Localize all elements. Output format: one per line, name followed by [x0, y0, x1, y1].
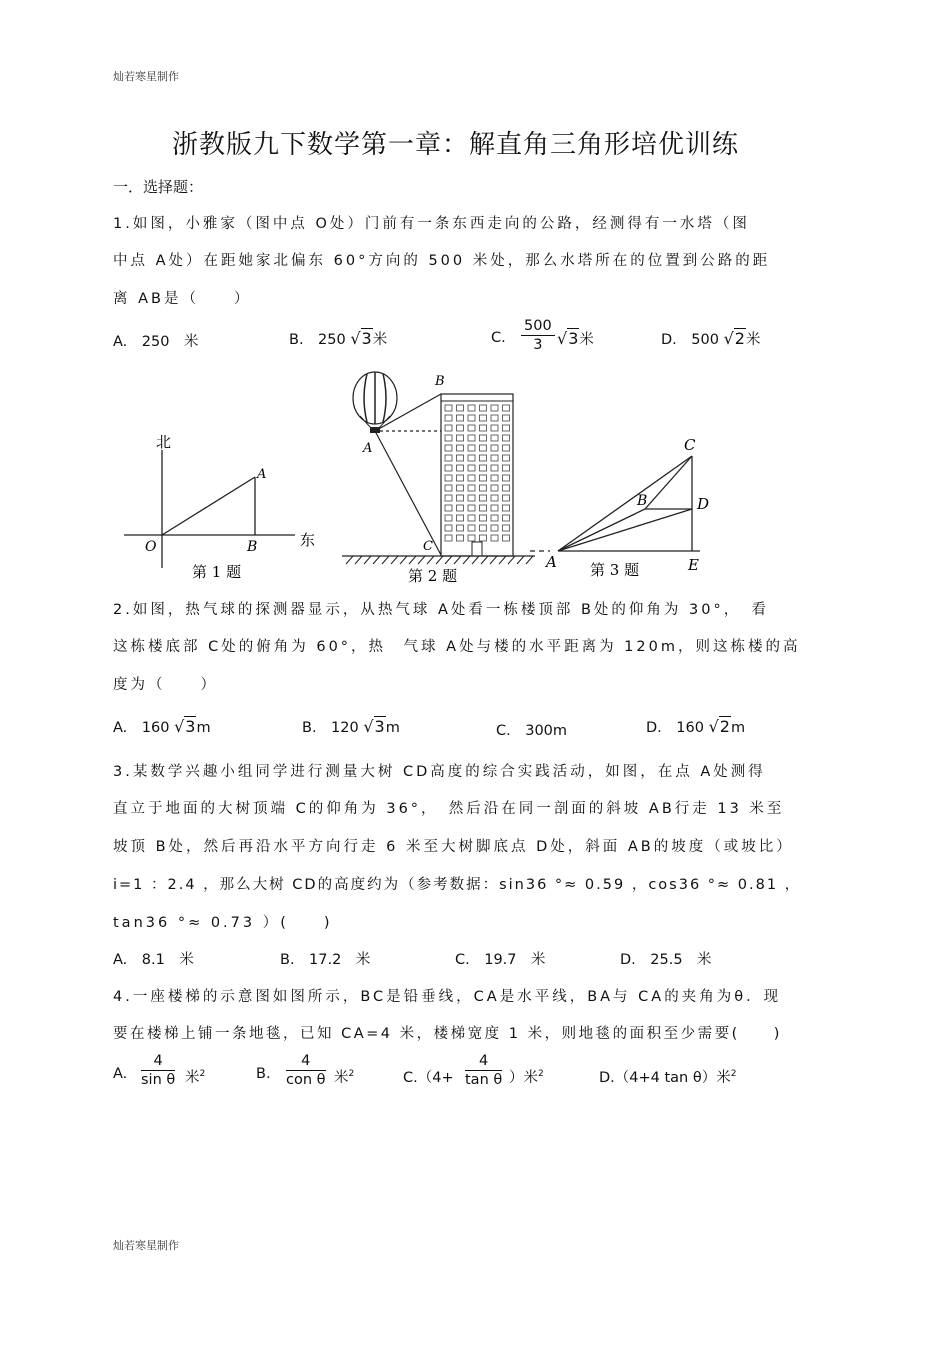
q4-line-1: 4.一座楼梯的示意图如图所示，BC是铅垂线，CA是水平线，BA与 CA的夹角为θ．现: [113, 989, 782, 1005]
q1-option-a: A. 250 米: [113, 334, 199, 350]
q4-option-a-fraction: 4 sin θ: [141, 1053, 176, 1088]
q2-option-b: B. 120 √3m: [302, 717, 400, 736]
figure-2: [342, 372, 535, 585]
q4-option-b-label: B.: [256, 1066, 271, 1082]
section-heading: 一．选择题：: [113, 178, 204, 196]
figure-3: [530, 436, 709, 579]
fig2-point-b: B: [435, 374, 445, 389]
q1-line-1: 1.如图，小雅家（图中点 O处）门前有一条东西走向的公路，经测得有一水塔（图: [113, 216, 750, 232]
q3-line-1: 3.某数学兴趣小组同学进行测量大树 CD高度的综合实践活动，如图，在点 A处测得: [113, 764, 766, 780]
fig3-point-d: D: [697, 495, 710, 513]
q2-option-a: A. 160 √3m: [113, 717, 211, 736]
q2-option-d: D. 160 √2m: [646, 717, 746, 736]
q3-line-3: 坡顶 B处，然后再沿水平方向行走 6 米至大树脚底点 D处，斜面 AB的坡度（或坡比）: [113, 839, 794, 855]
fig3-point-a: A: [546, 553, 557, 571]
fig1-point-o: O: [145, 539, 157, 555]
fig1-caption: 第 1 题: [192, 563, 242, 581]
q1-line-3: 离 AB是（ ）: [113, 291, 252, 307]
q2-line-1: 2.如图，热气球的探测器显示，从热气球 A处看一栋楼顶部 B处的仰角为 30°， 看: [113, 602, 769, 618]
q3-option-a: A. 8.1 米: [113, 952, 194, 968]
q4-option-b-fraction: 4 con θ: [286, 1053, 326, 1088]
q3-option-c: C. 19.7 米: [455, 952, 546, 968]
fig1-north-label: 北: [156, 433, 172, 451]
q4-option-b-unit: 米$^2$: [334, 1069, 355, 1086]
footer-watermark: 灿若寒星制作: [113, 1239, 179, 1252]
fig3-point-b: B: [637, 493, 648, 509]
fig2-caption: 第 2 题: [408, 567, 458, 585]
q3-line-2: 直立于地面的大树顶端 C的仰角为 36°， 然后沿在同一剖面的斜坡 AB行走 13 米至: [113, 801, 785, 817]
figures: [110, 368, 850, 588]
fig2-point-c: C: [423, 539, 433, 554]
q3-option-d: D. 25.5 米: [620, 952, 712, 968]
fig1-point-b: B: [247, 539, 258, 555]
figure-1: [124, 433, 315, 581]
q3-line-4: i=1 ：2.4 ，那么大树 CD的高度约为（参考数据：sin36 °≈ 0.59 ，cos36 °≈ 0.81 ，: [113, 877, 802, 893]
q1-option-c-label: C.: [491, 330, 506, 346]
q4-option-a-unit: 米$^2$: [185, 1069, 206, 1086]
q1-option-d: D. 500 √2米: [661, 329, 761, 348]
q4-option-c-unit: ）米$^2$: [509, 1069, 544, 1086]
fig3-caption: 第 3 题: [590, 561, 640, 579]
q4-option-a-label: A.: [113, 1066, 128, 1082]
q2-line-3: 度为（ ）: [113, 677, 218, 693]
fig3-point-c: C: [684, 436, 696, 454]
q4-option-c-fraction: 4 tan θ: [465, 1053, 503, 1088]
q2-line-2: 这栋楼底部 C处的俯角为 60°，热 气球 A处与楼的水平距离为 120m，则这栋楼的高: [113, 639, 801, 655]
fig3-point-e: E: [688, 556, 699, 574]
q2-option-c: C. 300m: [496, 723, 568, 739]
q1-option-b: B. 250 √3米: [289, 329, 388, 348]
q1-option-c-fraction: 500 3: [521, 318, 555, 353]
fig1-east-label: 东: [300, 531, 316, 549]
page-title: 浙教版九下数学第一章：解直角三角形培优训练: [172, 130, 740, 160]
q3-option-b: B. 17.2 米: [280, 952, 371, 968]
q1-option-c-rest: √3米: [557, 329, 594, 348]
q1-line-2: 中点 A处）在距她家北偏东 60°方向的 500 米处，那么水塔所在的位置到公路的距: [113, 253, 771, 269]
fig2-point-a: A: [363, 441, 373, 456]
header-watermark: 灿若寒星制作: [113, 70, 179, 83]
q4-option-d: D.（4+4 tan θ）米$^2$: [599, 1069, 737, 1086]
q4-line-2: 要在楼梯上铺一条地毯，已知 CA=4 米，楼梯宽度 1 米，则地毯的面积至少需要( ): [113, 1026, 782, 1042]
fig1-point-a: A: [257, 467, 267, 482]
q3-line-5: tan36 °≈ 0.73 ）( ): [113, 915, 333, 931]
q4-option-c-label: C.（4+: [403, 1070, 454, 1086]
